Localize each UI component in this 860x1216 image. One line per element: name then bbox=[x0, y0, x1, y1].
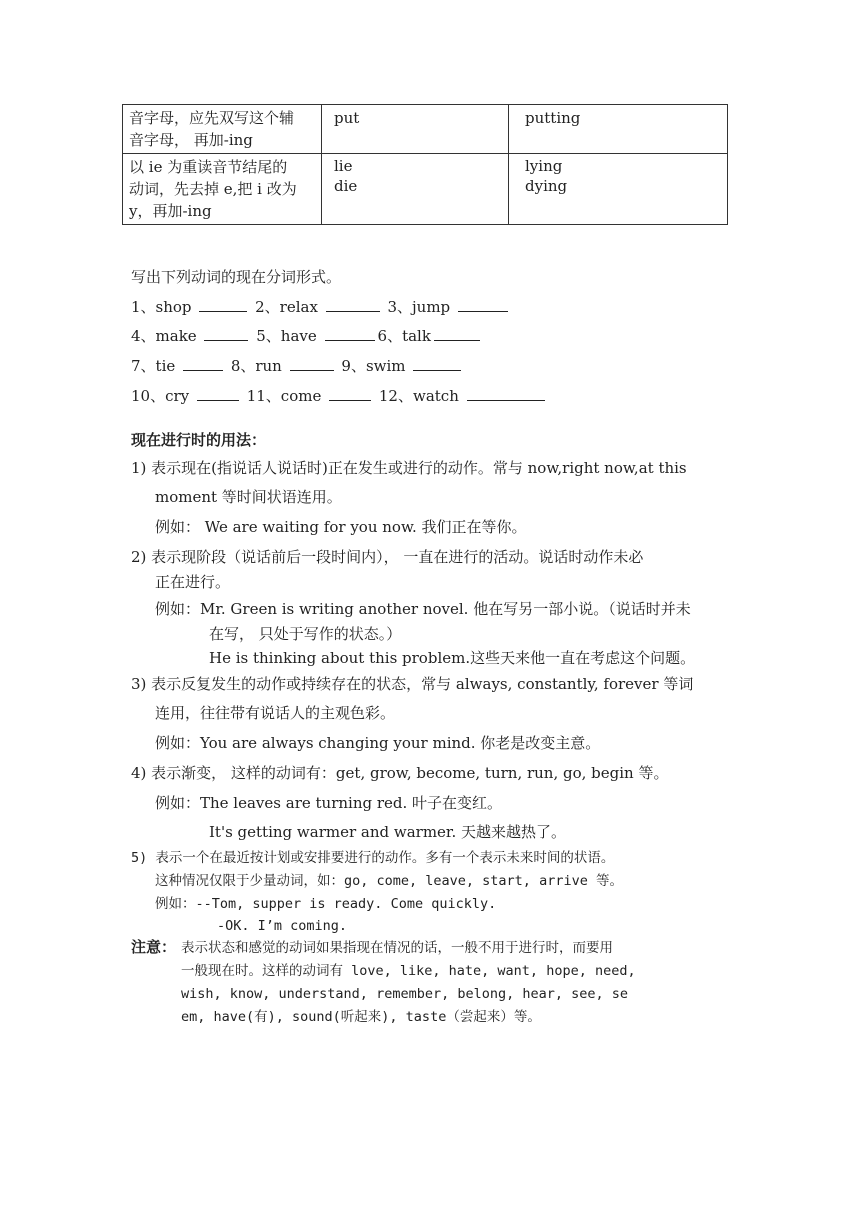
table-row bbox=[123, 154, 728, 225]
answer-blank[interactable] bbox=[197, 386, 239, 401]
table-row bbox=[123, 105, 728, 154]
usage-line: 5) 表示一个在最近按计划或安排要进行的动作。多有一个表示未来时间的状语。 bbox=[131, 850, 615, 866]
answer-blank[interactable] bbox=[325, 326, 375, 341]
rule-cell: 以 ie 为重读音节结尾的 动词，先去掉 e,把 i 改为 y，再加-ing bbox=[123, 154, 322, 225]
answer-blank[interactable] bbox=[199, 297, 247, 312]
rule-cell: 音字母，应先双写这个辅 音字母， 再加-ing bbox=[123, 105, 322, 154]
answer-blank[interactable] bbox=[290, 356, 334, 371]
answer-blank[interactable] bbox=[413, 356, 461, 371]
example-line: 例如：The leaves are turning red. 叶子在变红。 bbox=[155, 794, 503, 812]
usage-line: 1) 表示现在(指说话人说话时)正在发生或进行的动作。常与 now,right now,at this bbox=[131, 459, 687, 477]
usage-line: 2) 表示现阶段（说话前后一段时间内）， 一直在进行的活动。说话时动作未必 bbox=[131, 548, 644, 566]
answer-blank[interactable] bbox=[434, 326, 480, 341]
answer-blank[interactable] bbox=[467, 386, 545, 401]
example-line: He is thinking about this problem.这些天来他一直在考虑这个问题。 bbox=[209, 649, 696, 667]
answer-blank[interactable] bbox=[458, 297, 508, 312]
usage-line: 3) 表示反复发生的动作或持续存在的状态，常与 always, constantly, forever 等词 bbox=[131, 675, 694, 693]
exercise-line: 1、shop 2、relax 3、jump bbox=[131, 297, 511, 317]
spelling-rules-table bbox=[122, 104, 728, 225]
example-line: 例如：You are always changing your mind. 你老是改变主意。 bbox=[155, 734, 601, 752]
usage-heading: 现在进行时的用法： bbox=[131, 431, 267, 449]
base-verb-cell: put bbox=[322, 105, 509, 154]
answer-blank[interactable] bbox=[183, 356, 223, 371]
answer-blank[interactable] bbox=[329, 386, 371, 401]
ing-form-cell: putting bbox=[509, 105, 728, 154]
example-line: 例如：Mr. Green is writing another novel. 他在写另一部小说。（说话时并未 bbox=[155, 600, 691, 618]
base-verb-cell: lie die bbox=[322, 154, 509, 225]
note-line: 表示状态和感觉的动词如果指现在情况的话，一般不用于进行时，而要用 bbox=[181, 940, 613, 956]
answer-blank[interactable] bbox=[204, 326, 248, 341]
answer-blank[interactable] bbox=[326, 297, 380, 312]
note-line: 一般现在时。这样的动词有 love, like, hate, want, hope, need, bbox=[181, 963, 636, 979]
example-line: 在写， 只处于写作的状态。） bbox=[209, 625, 402, 643]
example-line: -OK. I’m coming. bbox=[217, 918, 348, 934]
note-line: em, have(有), sound(听起来), taste（尝起来）等。 bbox=[181, 1009, 541, 1025]
exercise-line: 7、tie 8、run 9、swim bbox=[131, 356, 464, 376]
usage-line: 正在进行。 bbox=[155, 573, 231, 591]
usage-line: 4) 表示渐变， 这样的动词有：get, grow, become, turn, run, go, begin 等。 bbox=[131, 764, 669, 782]
note-line: wish, know, understand, remember, belong, hear, see, se bbox=[181, 986, 629, 1002]
exercise-instruction: 写出下列动词的现在分词形式。 bbox=[131, 268, 342, 286]
example-line: It's getting warmer and warmer. 天越来越热了。 bbox=[209, 823, 566, 841]
example-line: 例如：--Tom, supper is ready. Come quickly. bbox=[155, 896, 497, 912]
usage-line: moment 等时间状语连用。 bbox=[155, 488, 342, 506]
note-label: 注意： bbox=[131, 938, 177, 956]
example-line: 例如： We are waiting for you now. 我们正在等你。 bbox=[155, 518, 527, 536]
exercise-line: 10、cry 11、come 12、watch bbox=[131, 386, 548, 406]
exercise-line: 4、make 5、have 6、talk bbox=[131, 326, 483, 346]
usage-line: 连用，往往带有说话人的主观色彩。 bbox=[155, 704, 396, 722]
usage-line: 这种情况仅限于少量动词，如：go, come, leave, start, arrive 等。 bbox=[155, 873, 623, 889]
ing-form-cell: lying dying bbox=[509, 154, 728, 225]
